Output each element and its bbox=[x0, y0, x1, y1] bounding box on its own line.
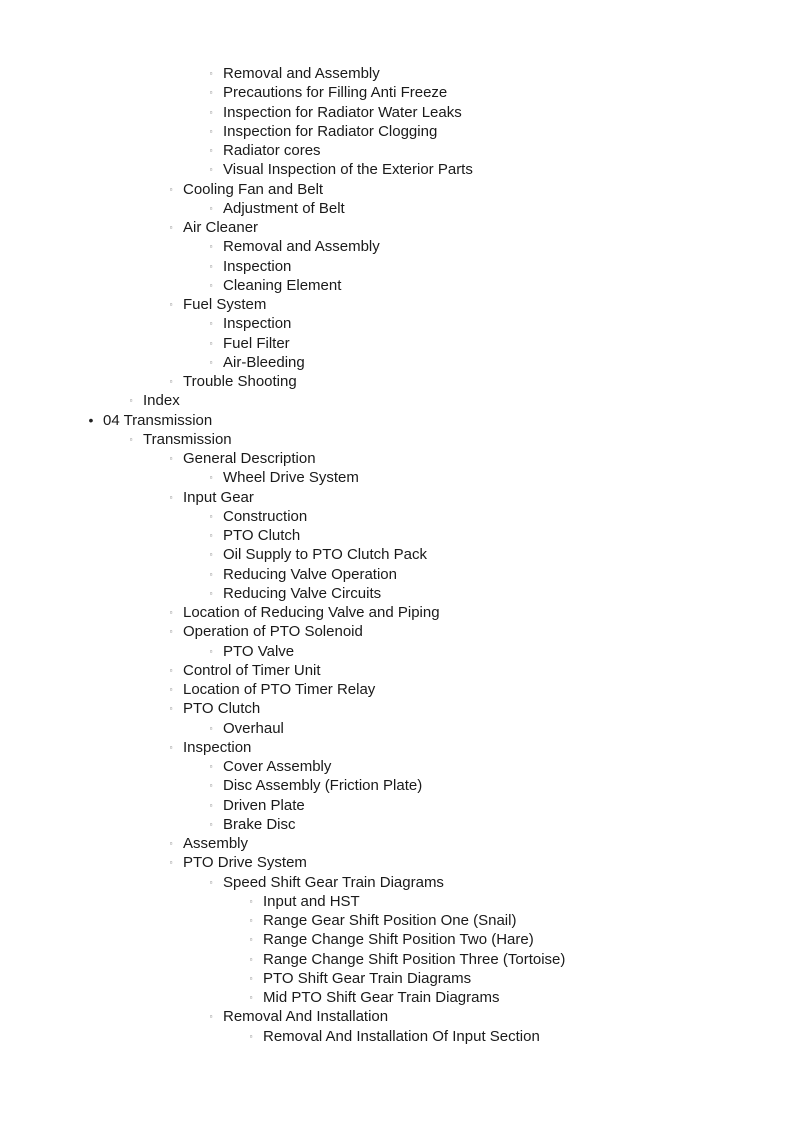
toc-item-label: PTO Clutch bbox=[183, 700, 261, 718]
toc-item bbox=[0, 237, 794, 256]
bullet-square-icon: ▫ bbox=[209, 261, 213, 271]
bullet-square-icon: ▫ bbox=[209, 1012, 213, 1022]
toc-item bbox=[0, 776, 794, 795]
bullet-square-icon: ▫ bbox=[209, 203, 213, 213]
toc-item bbox=[0, 276, 794, 295]
toc-item-label: Trouble Shooting bbox=[183, 373, 297, 390]
toc-item bbox=[0, 199, 794, 218]
toc-item-label: Air Cleaner bbox=[183, 219, 259, 236]
toc-item bbox=[0, 661, 794, 680]
toc-item-label: Inspection bbox=[183, 738, 252, 756]
toc-item-label: PTO Shift Gear Train Diagrams bbox=[263, 969, 472, 987]
toc-item-label: Reducing Valve Operation bbox=[223, 565, 397, 583]
toc-item-label: Index bbox=[143, 392, 180, 410]
toc-item bbox=[0, 584, 794, 603]
toc-item bbox=[0, 160, 794, 179]
toc-item bbox=[0, 1007, 794, 1026]
toc-item bbox=[0, 642, 794, 661]
bullet-square-icon: ▫ bbox=[169, 377, 173, 386]
toc-item bbox=[0, 950, 794, 969]
bullet-square-icon: ▫ bbox=[249, 993, 253, 1002]
toc-item-label: Location of Reducing Valve and Piping bbox=[183, 604, 440, 621]
toc-item-label: Driven Plate bbox=[223, 796, 305, 814]
toc-item bbox=[0, 103, 794, 122]
toc-item bbox=[0, 911, 794, 930]
toc-item bbox=[0, 699, 794, 718]
toc-item-label: Disc Assembly (Friction Plate) bbox=[223, 777, 423, 795]
bullet-square-icon: ▫ bbox=[249, 896, 253, 906]
bullet-square-icon: ▫ bbox=[209, 473, 213, 483]
toc-item bbox=[0, 218, 794, 237]
toc-item-label: Operation of PTO Solenoid bbox=[183, 623, 363, 641]
bullet-square-icon: ▫ bbox=[169, 184, 173, 194]
toc-item bbox=[0, 180, 794, 199]
toc-item bbox=[0, 565, 794, 584]
bullet-square-icon: ▫ bbox=[249, 935, 253, 945]
toc-item bbox=[0, 372, 794, 391]
toc-item bbox=[0, 892, 794, 911]
bullet-square-icon: ▫ bbox=[249, 973, 253, 983]
bullet-square-icon: ▫ bbox=[249, 916, 253, 925]
bullet-square-icon: ▫ bbox=[129, 396, 133, 406]
bullet-square-icon: ▫ bbox=[209, 146, 213, 155]
toc-item bbox=[0, 873, 794, 892]
toc-item bbox=[0, 64, 794, 83]
toc-item-label: Input Gear bbox=[183, 488, 254, 506]
bullet-square-icon: ▫ bbox=[209, 550, 213, 560]
toc-item-label: Range Change Shift Position Two (Hare) bbox=[263, 931, 534, 949]
bullet-square-icon: ▫ bbox=[169, 685, 173, 694]
toc-item-label: Range Gear Shift Position One (Snail) bbox=[263, 912, 517, 929]
toc-item-label: Speed Shift Gear Train Diagrams bbox=[223, 873, 444, 891]
toc-item bbox=[0, 969, 794, 988]
toc-item-label: Control of Timer Unit bbox=[183, 661, 321, 679]
toc-item bbox=[0, 757, 794, 776]
bullet-square-icon: ▫ bbox=[169, 627, 173, 637]
bullet-square-icon: ▫ bbox=[129, 434, 133, 444]
toc-item-label: Inspection bbox=[223, 315, 292, 333]
bullet-square-icon: ▫ bbox=[209, 877, 213, 887]
toc-item-label: Removal And Installation bbox=[223, 1008, 389, 1026]
toc-item-label: Visual Inspection of the Exterior Parts bbox=[223, 161, 473, 179]
toc-item bbox=[0, 680, 794, 699]
bullet-square-icon: ▫ bbox=[169, 454, 173, 463]
bullet-square-icon: ▫ bbox=[209, 569, 213, 579]
bullet-square-icon: ▫ bbox=[209, 280, 213, 290]
bullet-dot-icon: • bbox=[88, 411, 94, 428]
toc-item bbox=[0, 603, 794, 622]
toc-item-label: Inspection for Radiator Water Leaks bbox=[223, 103, 462, 121]
bullet-square-icon: ▫ bbox=[169, 742, 173, 752]
toc-item bbox=[0, 430, 794, 449]
toc-item-label: Adjustment of Belt bbox=[223, 199, 345, 217]
toc-item bbox=[0, 719, 794, 738]
toc-item bbox=[0, 141, 794, 160]
toc-item bbox=[0, 122, 794, 141]
toc-item-label: Removal and Assembly bbox=[223, 238, 380, 256]
toc-item bbox=[0, 834, 794, 853]
toc-item bbox=[0, 449, 794, 468]
toc-item bbox=[0, 738, 794, 757]
toc-item-label: Assembly bbox=[183, 835, 249, 852]
toc-item bbox=[0, 295, 794, 314]
toc-item-label: Reducing Valve Circuits bbox=[223, 584, 382, 602]
bullet-square-icon: ▫ bbox=[169, 223, 173, 232]
toc-item-label: Radiator cores bbox=[223, 142, 321, 159]
toc-item-label: 04 Transmission bbox=[103, 411, 213, 429]
toc-item bbox=[0, 930, 794, 949]
toc-item-label: Brake Disc bbox=[223, 815, 296, 833]
toc-item-label: Overhaul bbox=[223, 719, 284, 737]
toc-item bbox=[0, 391, 794, 410]
toc-item-label: Cooling Fan and Belt bbox=[183, 180, 324, 198]
bullet-square-icon: ▫ bbox=[209, 800, 213, 810]
bullet-square-icon: ▫ bbox=[209, 69, 213, 78]
toc-item bbox=[0, 622, 794, 641]
toc-item-label: Fuel Filter bbox=[223, 334, 290, 352]
toc-item-label: PTO Clutch bbox=[223, 527, 301, 544]
bullet-square-icon: ▫ bbox=[209, 319, 213, 329]
bullet-square-icon: ▫ bbox=[169, 300, 173, 309]
toc-item bbox=[0, 334, 794, 353]
bullet-square-icon: ▫ bbox=[209, 88, 213, 98]
toc-item-label: Inspection for Radiator Clogging bbox=[223, 122, 438, 140]
bullet-square-icon: ▫ bbox=[249, 954, 253, 964]
toc-item-label: Mid PTO Shift Gear Train Diagrams bbox=[263, 989, 500, 1006]
toc-item bbox=[0, 507, 794, 526]
toc-item-label: Precautions for Filling Anti Freeze bbox=[223, 84, 448, 102]
bullet-square-icon: ▫ bbox=[209, 781, 213, 791]
toc-item bbox=[0, 468, 794, 487]
bullet-square-icon: ▫ bbox=[169, 704, 173, 714]
bullet-square-icon: ▫ bbox=[169, 665, 173, 675]
bullet-square-icon: ▫ bbox=[209, 723, 213, 733]
toc-item-label: Input and HST bbox=[263, 892, 360, 910]
toc-item-label: Transmission bbox=[143, 430, 232, 448]
bullet-square-icon: ▫ bbox=[209, 588, 213, 598]
bullet-square-icon: ▫ bbox=[209, 126, 213, 136]
toc-item-label: General Description bbox=[183, 450, 316, 467]
toc-item-label: PTO Drive System bbox=[183, 854, 307, 872]
bullet-square-icon: ▫ bbox=[209, 357, 213, 367]
toc-item-label: Range Change Shift Position Three (Tortoise) bbox=[263, 950, 566, 968]
toc-item-label: Construction bbox=[223, 507, 308, 525]
bullet-square-icon: ▫ bbox=[209, 165, 213, 175]
toc-item bbox=[0, 545, 794, 564]
bullet-square-icon: ▫ bbox=[249, 1031, 253, 1041]
toc-item-label: Inspection bbox=[223, 257, 292, 275]
bullet-square-icon: ▫ bbox=[169, 858, 173, 868]
toc-item bbox=[0, 815, 794, 834]
toc-item-label: Fuel System bbox=[183, 296, 267, 313]
toc-item-label: Oil Supply to PTO Clutch Pack bbox=[223, 546, 427, 564]
toc-item-label: Wheel Drive System bbox=[223, 469, 359, 487]
bullet-square-icon: ▫ bbox=[209, 338, 213, 348]
toc-item bbox=[0, 353, 794, 372]
bullet-square-icon: ▫ bbox=[209, 511, 213, 521]
toc-item bbox=[0, 411, 794, 430]
bullet-square-icon: ▫ bbox=[209, 242, 213, 252]
toc-item-label: Air-Bleeding bbox=[223, 353, 305, 371]
toc-item bbox=[0, 526, 794, 545]
bullet-square-icon: ▫ bbox=[169, 839, 173, 848]
toc-item bbox=[0, 488, 794, 507]
table-of-contents bbox=[0, 64, 794, 1046]
toc-item bbox=[0, 796, 794, 815]
toc-item-label: Removal And Installation Of Input Section bbox=[263, 1027, 540, 1045]
toc-item bbox=[0, 314, 794, 333]
bullet-square-icon: ▫ bbox=[209, 531, 213, 540]
toc-item-label: Location of PTO Timer Relay bbox=[183, 681, 376, 698]
toc-item-label: Cleaning Element bbox=[223, 276, 342, 294]
toc-item bbox=[0, 257, 794, 276]
bullet-square-icon: ▫ bbox=[169, 492, 173, 502]
toc-item bbox=[0, 83, 794, 102]
toc-item-label: Removal and Assembly bbox=[223, 65, 380, 82]
toc-item-label: Cover Assembly bbox=[223, 758, 332, 775]
toc-item-label: PTO Valve bbox=[223, 642, 295, 660]
bullet-square-icon: ▫ bbox=[209, 646, 213, 656]
bullet-square-icon: ▫ bbox=[209, 762, 213, 771]
bullet-square-icon: ▫ bbox=[209, 107, 213, 117]
toc-item bbox=[0, 853, 794, 872]
bullet-square-icon: ▫ bbox=[209, 819, 213, 829]
bullet-square-icon: ▫ bbox=[169, 608, 173, 617]
toc-item bbox=[0, 1027, 794, 1046]
toc-item bbox=[0, 988, 794, 1007]
